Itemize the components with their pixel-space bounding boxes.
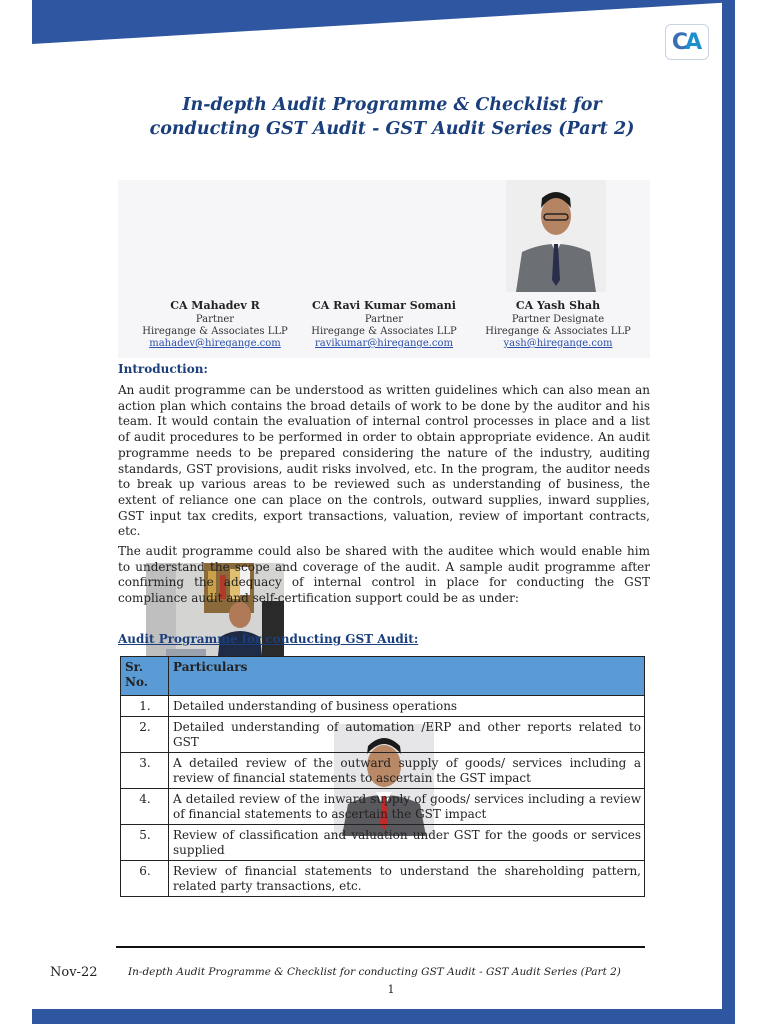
row-particulars: Detailed understanding of business operations: [169, 696, 645, 717]
row-particulars: Review of classification and valuation under GST for the goods or services supplied: [169, 825, 645, 861]
author-name: CA Ravi Kumar Somani: [312, 299, 456, 312]
logo-letter-a: A: [685, 29, 703, 55]
author-card-1: [130, 300, 300, 350]
author-role: Partner: [364, 314, 404, 325]
audit-programme-table: [120, 656, 645, 897]
author-name: CA Yash Shah: [515, 299, 601, 312]
title-line-1: In-depth Audit Programme & Checklist for: [182, 95, 602, 115]
table-row: [121, 696, 645, 717]
authors-panel: [118, 180, 650, 358]
document-title: [100, 93, 684, 141]
author-role: Partner: [195, 314, 235, 325]
bottom-border-bar: [32, 1009, 735, 1024]
column-header-sr-no: Sr. No.: [121, 657, 169, 696]
row-sr-no: 6.: [121, 861, 169, 897]
author-firm: Hiregange & Associates LLP: [142, 326, 288, 337]
author-email-link[interactable]: yash@hiregange.com: [503, 338, 613, 349]
author-firm: Hiregange & Associates LLP: [311, 326, 457, 337]
table-row: [121, 789, 645, 825]
footer-divider: [116, 946, 645, 948]
row-particulars: A detailed review of the outward supply of goods/ services including a review of financial statements to ascertain the GST impact: [169, 753, 645, 789]
column-header-particulars: Particulars: [169, 657, 645, 696]
introduction-paragraph-2: The audit programme could also be shared with the auditee which would enable him to understand the scope and coverage of the audit. A sample audit programme after confirming the adequacy of internal control in place for conducting the GST compliance audit and self-certification support could be as under:: [118, 544, 650, 606]
row-sr-no: 3.: [121, 753, 169, 789]
logo-letter-c: C: [671, 29, 686, 55]
table-row: [121, 861, 645, 897]
author-card-3: [473, 300, 643, 350]
programme-heading: Audit Programme for conducting GST Audit:: [118, 632, 419, 646]
author-role: Partner Designate: [511, 314, 605, 325]
author-name: CA Mahadev R: [170, 299, 260, 312]
author-email-link[interactable]: mahadev@hiregange.com: [149, 338, 281, 349]
table-row: [121, 753, 645, 789]
table-row: [121, 825, 645, 861]
top-banner: [32, 0, 735, 46]
row-sr-no: 5.: [121, 825, 169, 861]
author-firm: Hiregange & Associates LLP: [485, 326, 631, 337]
introduction-heading: Introduction:: [118, 362, 208, 376]
author-photo-yash: [506, 180, 606, 292]
row-particulars: A detailed review of the inward supply of goods/ services including a review of financial statements to ascertain the GST impact: [169, 789, 645, 825]
footer-title: In-depth Audit Programme & Checklist for conducting GST Audit - GST Audit Series (Part 2): [128, 966, 621, 978]
right-border-bar: [722, 0, 735, 1024]
row-sr-no: 4.: [121, 789, 169, 825]
row-sr-no: 2.: [121, 717, 169, 753]
row-particulars: Review of financial statements to understand the shareholding pattern, related party transactions, etc.: [169, 861, 645, 897]
row-particulars: Detailed understanding of automation /ERP and other reports related to GST: [169, 717, 645, 753]
page-number: 1: [387, 983, 395, 996]
ca-logo: [665, 24, 709, 60]
title-line-2: conducting GST Audit - GST Audit Series (Part 2): [149, 119, 635, 139]
author-card-2: [299, 300, 469, 350]
row-sr-no: 1.: [121, 696, 169, 717]
footer-date: Nov-22: [50, 965, 98, 980]
author-email-link[interactable]: ravikumar@hiregange.com: [314, 338, 454, 349]
table-header-row: [121, 657, 645, 696]
introduction-paragraph-1: An audit programme can be understood as written guidelines which can also mean an action plan which contains the broad details of work to be done by the auditor and his team. It would contain the evaluation of internal control processes in place and a list of audit procedures to be performed in order to obtain appropriate evidence. An audit programme needs to be prepared considering the nature of the industry, auditing standards, GST provisions, audit risks involved, etc. In the program, the auditor needs to break up various areas to be reviewed such as understanding of business, the extent of reliance one can place on the controls, outward supplies, inward supplies, GST input tax credits, export transactions, valuation, review of important contracts, etc.: [118, 383, 650, 539]
table-row: [121, 717, 645, 753]
